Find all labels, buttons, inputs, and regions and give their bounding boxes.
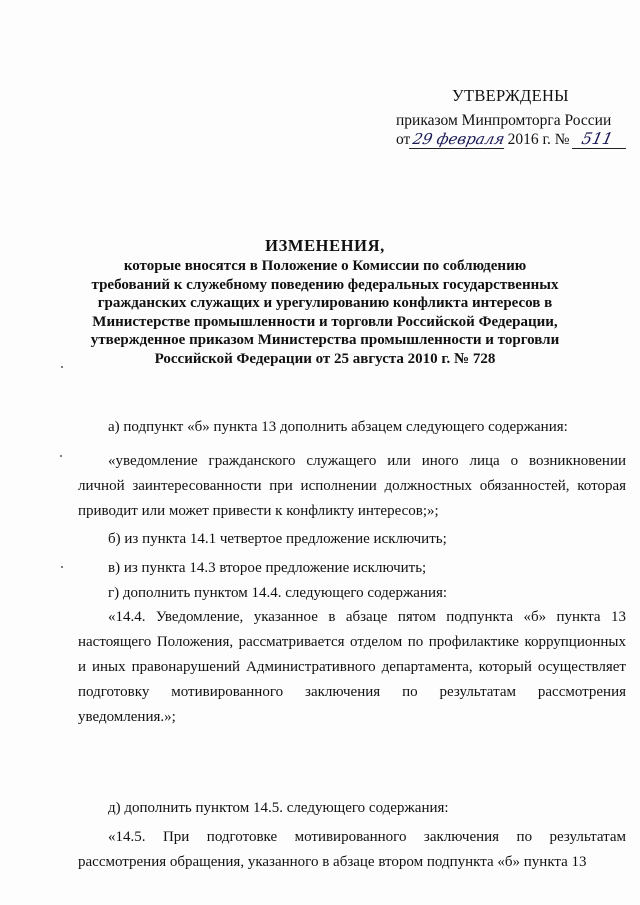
approval-order-line: приказом Минпромторга России xyxy=(396,112,612,129)
paragraph-item-b: б) из пункта 14.1 четвертое предложение исключить; xyxy=(108,531,447,547)
paragraph-quote-14-4: «14.4. Уведомление, указанное в абзаце пятом подпункта «б» пункта 13 настоящего Положения, рассматривается отделом по профилактике коррупционных и иных правонарушений Административного департамента, который осуществляет подготовку мотивированного заключения по результатам рассмотрения уведомления.»; xyxy=(78,609,626,725)
scan-mark xyxy=(61,366,63,368)
subtitle-line: утвержденное приказом Министерства промышленности и торговли xyxy=(90,332,560,348)
paragraph-item-v: в) из пункта 14.3 второе предложение исключить; xyxy=(108,560,427,576)
subtitle-line: Российской Федерации от 25 августа 2010 г. № 728 xyxy=(154,350,496,367)
document-title: ИЗМЕНЕНИЯ, xyxy=(265,236,385,255)
paragraph-quote-14-5: «14.5. При подготовке мотивированного заключения по результатам рассмотрения обращения, указанного в абзаце втором подпункта «б» пункта 13 xyxy=(78,829,626,870)
handwritten-number: 511 xyxy=(571,129,629,149)
paragraph-quote-1: «уведомление гражданского служащего или иного лица о возникновении личной заинтересованности при исполнении должностных обязанностей, которая приводит или может привести к конфликту интересов;»; xyxy=(78,453,626,519)
year-number-label: 2016 г. № xyxy=(507,131,570,148)
paragraph-item-a: а) подпункт «б» пункта 13 дополнить абзацем следующего содержания: xyxy=(108,419,568,435)
approval-title: УТВЕРЖДЕНЫ xyxy=(452,86,569,105)
paragraph-item-g: г) дополнить пунктом 14.4. следующего содержания: xyxy=(108,585,448,601)
scan-mark xyxy=(60,455,62,457)
date-prefix: от xyxy=(396,131,411,148)
document-subtitle xyxy=(60,257,590,368)
scan-mark xyxy=(61,566,63,568)
handwritten-date: 29 февраля xyxy=(409,130,508,149)
subtitle-line: которые вносятся в Положение о Комиссии по соблюдению xyxy=(123,258,527,274)
subtitle-line: гражданских служащих и урегулированию конфликта интересов в xyxy=(97,295,553,311)
subtitle-line: Министерстве промышленности и торговли Российской Федерации, xyxy=(92,313,558,330)
approval-date-line xyxy=(396,129,628,149)
paragraph-item-d: д) дополнить пунктом 14.5. следующего содержания: xyxy=(108,800,449,816)
subtitle-line: требований к служебному поведению федеральных государственных xyxy=(91,276,559,293)
